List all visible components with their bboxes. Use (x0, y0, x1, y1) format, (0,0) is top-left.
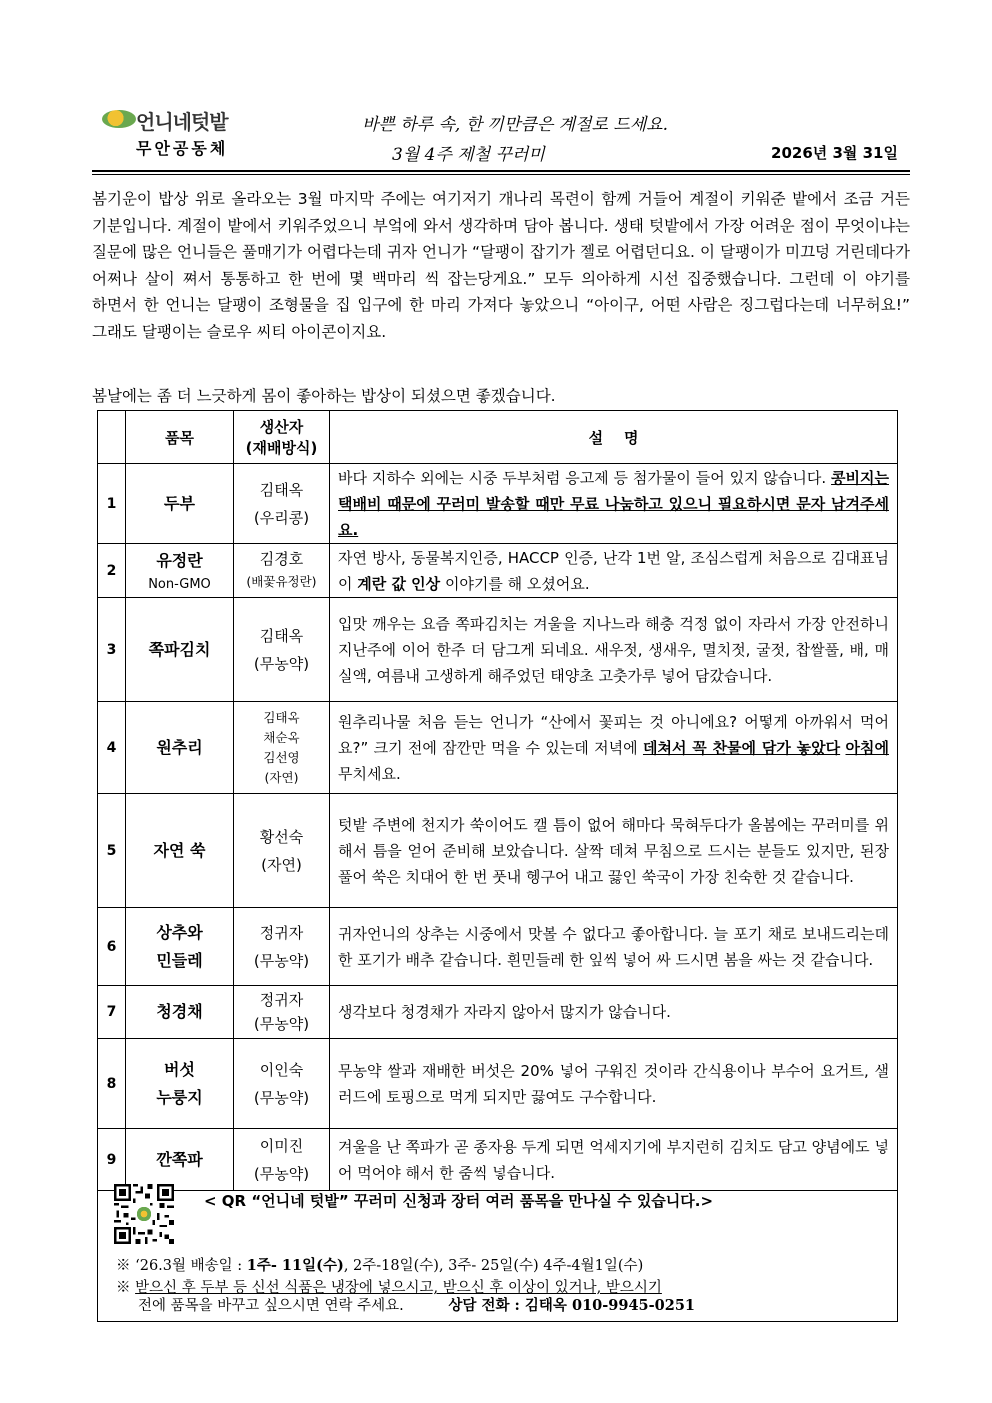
producer-name: 이인숙 (259, 1060, 304, 1079)
row-name: 두부 (126, 464, 234, 544)
item-name: 유정란 (156, 550, 203, 570)
intro-paragraph: 봄기운이 밥상 위로 올라오는 3월 마지막 주에는 여기저기 개나리 목련이 함께 거들어 계절이 키워준 밭에서 조금 거든 기분입니다. 계절이 밭에서 키워주었으니 부엌에 와서 생각하며 담아 봅니다. 생태 텃밭에서 가장 어려운 점이 무엇이냐는 질문에 많은 언니들은 풀매기가 어렵다는데 귀자 언니가 “달팽이 잡기가 젤로 어렵던디요. 이 달팽이가 미끄덩 거린데다가 어쩌나 살이 쪄서 통통하고 한 번에 몇 백마리 씩 잡는당게요.” 모두 의아하게 시선 집중했습니다. 그런데 이 야기를 하면서 한 언니는 달팽이 조형물을 집 입구에 한 마리 가져다 놓았으니 “아이구, 어떤 사람은 징그럽다는데 너무허요!” 그래도 달팽이는 슬로우 씨티 아이콘이지요. (92, 190, 910, 341)
producer-name: 김태옥 (263, 709, 300, 725)
qr-code-icon[interactable] (114, 1184, 174, 1244)
item-sub: Non-GMO (148, 576, 211, 592)
header-divider (92, 170, 910, 172)
notice-line2: 전에 품목을 바꾸고 싶으시면 연락 주세요. (138, 1298, 404, 1314)
item-name: 상추와 (156, 922, 203, 942)
desc-emphasis: 데쳐서 꼭 찬물에 담가 놓았다 (642, 738, 841, 757)
item-name: 버섯 (164, 1059, 195, 1079)
desc-text-end: 이야기를 해 오셨어요. (440, 574, 590, 593)
producer-method: (무농약) (253, 654, 310, 673)
org-name: 무안공동체 (136, 139, 229, 158)
leaf-logo-icon (102, 110, 136, 128)
row-producer (234, 702, 330, 794)
schedule-week1: 1주- 11일(수) (246, 1257, 344, 1274)
schedule-label: ※ ‘26.3월 배송일 : (116, 1258, 247, 1274)
row-desc: 겨울을 난 쪽파가 곧 종자용 두게 되면 억세지기에 부지런히 김치도 담고 양념에도 넣어 먹어야 해서 한 줌씩 넣습니다. (330, 1129, 898, 1191)
header-divider-thin (92, 174, 910, 175)
header-no (98, 411, 126, 464)
schedule-rest: , 2주-18일(수), 3주- 25일(수) 4주-4월1일(수) (343, 1258, 644, 1274)
notice-line1: 받으신 후 두부 등 신선 식품은 냉장에 넣으시고, 받으신 후 이상이 있거나, 받으시기 (135, 1280, 662, 1296)
row-no: 8 (98, 1039, 126, 1129)
producer-name: 채순옥 (263, 729, 300, 745)
row-desc (330, 544, 898, 598)
producer-method: (무농약) (253, 1164, 310, 1183)
delivery-schedule (116, 1254, 643, 1275)
producer-name: 이미진 (259, 1136, 304, 1155)
desc-text: 자연 방사, 동물복지인증, HACCP 인증, 난각 1번 알, 조심스럽게 처음으로 김대표님이 (338, 548, 889, 593)
producer-name: 김선영 (263, 749, 300, 765)
producer-name: 김태옥 (259, 480, 304, 499)
row-producer (234, 464, 330, 544)
table-row (98, 702, 898, 794)
table-row (98, 598, 898, 702)
qr-caption: < QR “언니네 텃밭” 꾸러미 신청과 장터 여러 품목을 만나실 수 있습니다.> (204, 1192, 714, 1210)
brand-logo (102, 106, 252, 132)
desc-emphasis: 계란 값 인상 (357, 574, 441, 593)
producer-method: (무농약) (253, 1088, 310, 1107)
footer-box (97, 1180, 898, 1322)
row-name: 자연 쑥 (126, 794, 234, 908)
document-header (92, 98, 910, 170)
headline: 바쁜 하루 속, 한 끼만큼은 계절로 드세요. (362, 115, 668, 135)
desc-text: 원추리나물 처음 듣는 언니가 “산에서 꽃피는 것 아니에요? 어떻게 아까워서 먹어요?” 크기 전에 잠깐만 먹을 수 있는데 저녁에 (338, 712, 889, 757)
row-desc: 생각보다 청경채가 자라지 않아서 많지가 않습니다. (330, 986, 898, 1039)
producer-name: 김경호 (259, 550, 304, 568)
row-no: 6 (98, 908, 126, 986)
header-desc: 설 명 (330, 411, 898, 464)
row-producer (234, 598, 330, 702)
header-producer (234, 411, 330, 464)
table-row (98, 464, 898, 544)
row-producer (234, 1039, 330, 1129)
row-no: 2 (98, 544, 126, 598)
table-row (98, 908, 898, 986)
row-no: 4 (98, 702, 126, 794)
row-desc: 입맛 깨우는 요즘 쪽파김치는 겨울을 지나느라 해충 걱정 없이 자라서 가장 안전하니 지난주에 이어 한주 더 담그게 되네요. 새우젓, 생새우, 멸치젓, 굴젓, 찹쌀풀, 배, 매실액, 여름내 고생하게 해주었던 태양초 고춧가루 넣어 담갔습니다. (330, 598, 898, 702)
producer-method: (자연) (264, 769, 299, 785)
row-name: 깐쪽파 (126, 1129, 234, 1191)
contact-phone[interactable]: 상담 전화 : 김태옥 010-9945-0251 (448, 1297, 696, 1314)
row-name: 쪽파김치 (126, 598, 234, 702)
header-producer-1: 생산자 (259, 418, 304, 436)
row-desc: 무농약 쌀과 재배한 버섯은 20% 넣어 구워진 것이라 간식용이나 부수어 요거트, 샐러드에 토핑으로 먹게 되지만 끓여도 구수합니다. (330, 1039, 898, 1129)
row-no: 5 (98, 794, 126, 908)
table-row (98, 794, 898, 908)
row-desc: 귀자언니의 상추는 시중에서 맛볼 수 없다고 좋아합니다. 늘 포기 채로 보내드리는데 한 포기가 배추 같습니다. 흰민들레 한 잎씩 넣어 싸 드시면 봄을 싸는 것 같습니다. (330, 908, 898, 986)
row-producer (234, 794, 330, 908)
desc-text: 바다 지하수 외에는 시중 두부처럼 응고제 등 첨가물이 들어 있지 않습니다. (338, 468, 832, 487)
table-row (98, 544, 898, 598)
header-producer-2: (재배방식) (245, 439, 318, 457)
producer-method: (무농약) (253, 1015, 310, 1033)
row-name: 원추리 (126, 702, 234, 794)
item-name-2: 민들레 (156, 950, 203, 970)
items-table (97, 410, 898, 1191)
row-no: 3 (98, 598, 126, 702)
desc-text-end: 무치세요. (338, 764, 401, 783)
row-no: 7 (98, 986, 126, 1039)
row-no: 1 (98, 464, 126, 544)
row-producer (234, 908, 330, 986)
producer-name: 황선숙 (259, 827, 304, 846)
table-row (98, 1039, 898, 1129)
producer-method: (무농약) (253, 951, 310, 970)
desc-emphasis: 콩비지는 택배비 때문에 꾸러미 발송할 때만 무료 나눔하고 있으니 필요하시면 문자 남겨주세요. (338, 468, 889, 539)
producer-method: (배꽃유정란) (246, 574, 317, 589)
row-desc (330, 702, 898, 794)
row-name (126, 908, 234, 986)
row-producer (234, 544, 330, 598)
row-name (126, 1039, 234, 1129)
producer-method: (우리콩) (253, 508, 310, 527)
row-name (126, 544, 234, 598)
issue-date: 2026년 3월 31일 (771, 144, 898, 162)
desc-emphasis-2: 아침에 (845, 738, 889, 757)
row-producer (234, 986, 330, 1039)
producer-name: 김태옥 (259, 626, 304, 645)
notice-mark: ※ (116, 1280, 136, 1296)
subheadline: 3월 4주 제철 꾸러미 (392, 145, 545, 165)
producer-name: 정귀자 (259, 991, 304, 1009)
table-header-row (98, 411, 898, 464)
producer-method: (자연) (261, 855, 302, 874)
row-desc: 텃밭 주변에 천지가 쑥이어도 캘 틈이 없어 해마다 묵혀두다가 올봄에는 꾸러미를 위해서 틈을 얻어 준비해 보았습니다. 살짝 데쳐 무침으로 드시는 분들도 있지만, 된장 풀어 쑥은 치대어 한 번 풋내 헹구어 내고 끓인 쑥국이 가장 친숙한 것 같습니다. (330, 794, 898, 908)
logo-text: 언니네텃밭 (136, 110, 228, 134)
header-name: 품목 (126, 411, 234, 464)
table-row (98, 986, 898, 1039)
item-name-2: 누룽지 (156, 1087, 203, 1107)
spring-line: 봄날에는 좀 더 느긋하게 몸이 좋아하는 밥상이 되셨으면 좋겠습니다. (92, 387, 556, 405)
row-name: 청경채 (126, 986, 234, 1039)
storage-notice (116, 1280, 886, 1315)
row-no: 9 (98, 1129, 126, 1191)
producer-name: 정귀자 (259, 923, 304, 942)
row-desc (330, 464, 898, 544)
